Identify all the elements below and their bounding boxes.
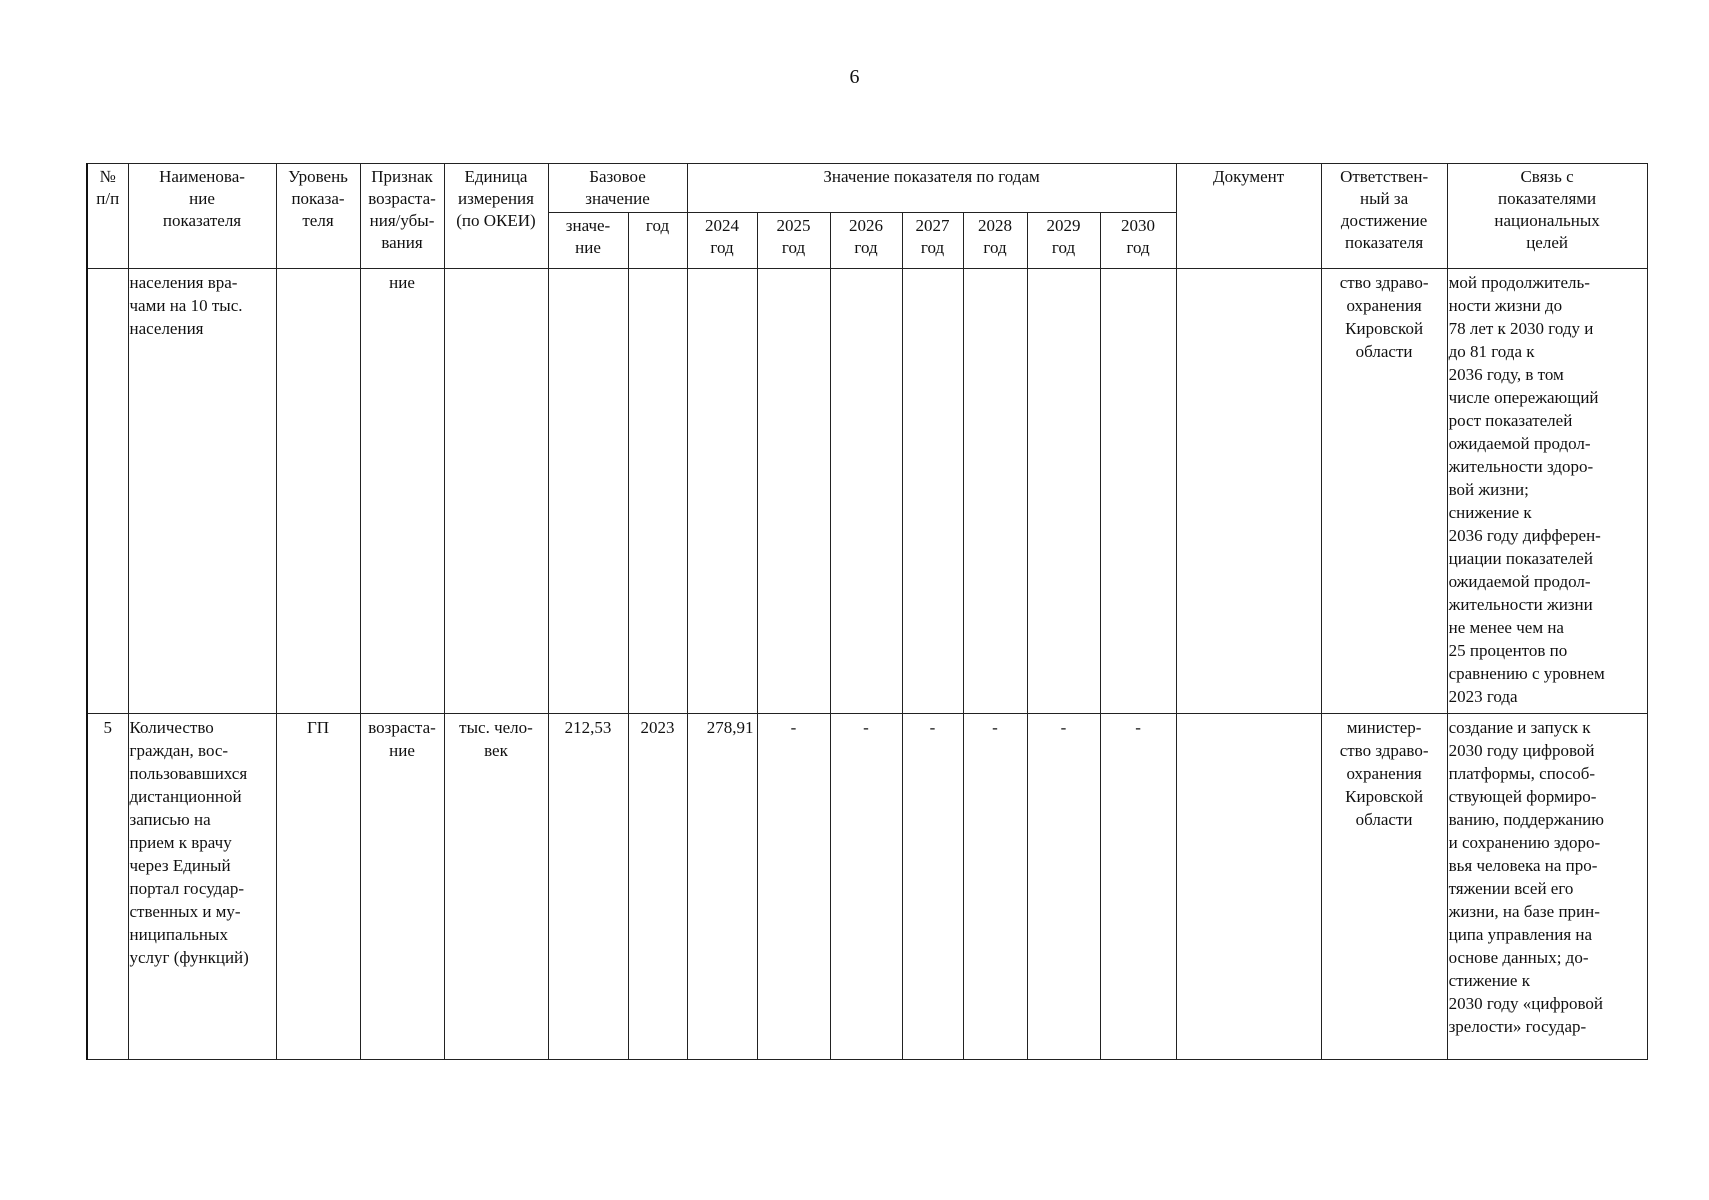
row-name: населения вра- чами на 10 тыс. населения [128,269,276,714]
row-base-value [548,269,628,714]
row-year-2027 [902,269,963,714]
header-year-2030: 2030 год [1100,213,1176,269]
header-year-2028: 2028 год [963,213,1027,269]
header-values-by-year: Значение показателя по годам [687,164,1176,213]
row-year-2026 [830,269,902,714]
row-base-year: 2023 [628,714,687,1060]
row-year-2030: - [1100,714,1176,1060]
row-year-2027: - [902,714,963,1060]
table-row [87,269,1647,714]
row-year-2029: - [1027,714,1100,1060]
header-year-2025: 2025 год [757,213,830,269]
row-year-2029 [1027,269,1100,714]
row-base-value: 212,53 [548,714,628,1060]
header-base-year: год [628,213,687,269]
indicators-table [86,163,1648,1060]
table-row [87,714,1647,1060]
row-year-2025: - [757,714,830,1060]
row-document [1176,269,1321,714]
header-year-2029: 2029 год [1027,213,1100,269]
table-header [87,164,1647,269]
row-year-2024 [687,269,757,714]
header-base: Базовое значение [548,164,687,213]
header-year-2024: 2024 год [687,213,757,269]
header-year-2027: 2027 год [902,213,963,269]
row-document [1176,714,1321,1060]
row-base-year [628,269,687,714]
row-unit [444,269,548,714]
header-document: Документ [1176,164,1321,269]
row-sign: ние [360,269,444,714]
header-base-value: значе- ние [548,213,628,269]
row-sign: возраста- ние [360,714,444,1060]
row-responsible: ство здраво- охранения Кировской области [1321,269,1447,714]
header-responsible: Ответствен- ный за достижение показателя [1321,164,1447,269]
row-level [276,269,360,714]
row-num [87,269,128,714]
row-year-2030 [1100,269,1176,714]
row-unit: тыс. чело- век [444,714,548,1060]
row-num: 5 [87,714,128,1060]
row-link: создание и запуск к 2030 году цифровой платформы, способ- ствующей формиро- ванию, поддержанию и сохранению здоро- вья человека на про- тяжении всей его жизни, на базе прин- ципа управления на основе данных; до- стижение к 2030 году «цифровой зрелости» государ- [1447,714,1647,1060]
header-sign: Признак возраста- ния/убы- вания [360,164,444,269]
row-name: Количество граждан, вос- пользовавшихся дистанционной записью на прием к врачу через Единый портал государ- ственных и му- ниципальных услуг (функций) [128,714,276,1060]
row-level: ГП [276,714,360,1060]
header-link: Связь с показателями национальных целей [1447,164,1647,269]
header-year-2026: 2026 год [830,213,902,269]
row-link: мой продолжитель- ности жизни до 78 лет к 2030 году и до 81 года к 2036 году, в том числе опережающий рост показателей ожидаемой продол- жительности здоро- вой жизни; снижение к 2036 году дифферен- циации показателей ожидаемой продол- жительности жизни не менее чем на 25 процентов по сравнению с уровнем 2023 года [1447,269,1647,714]
header-name: Наименова- ние показателя [128,164,276,269]
header-unit: Единица измерения (по ОКЕИ) [444,164,548,269]
row-year-2025 [757,269,830,714]
row-year-2024: 278,91 [687,714,757,1060]
page-number: 6 [849,66,860,88]
row-year-2028: - [963,714,1027,1060]
header-num: № п/п [87,164,128,269]
row-year-2026: - [830,714,902,1060]
row-responsible: министер- ство здраво- охранения Кировской области [1321,714,1447,1060]
header-level: Уровень показа- теля [276,164,360,269]
row-year-2028 [963,269,1027,714]
